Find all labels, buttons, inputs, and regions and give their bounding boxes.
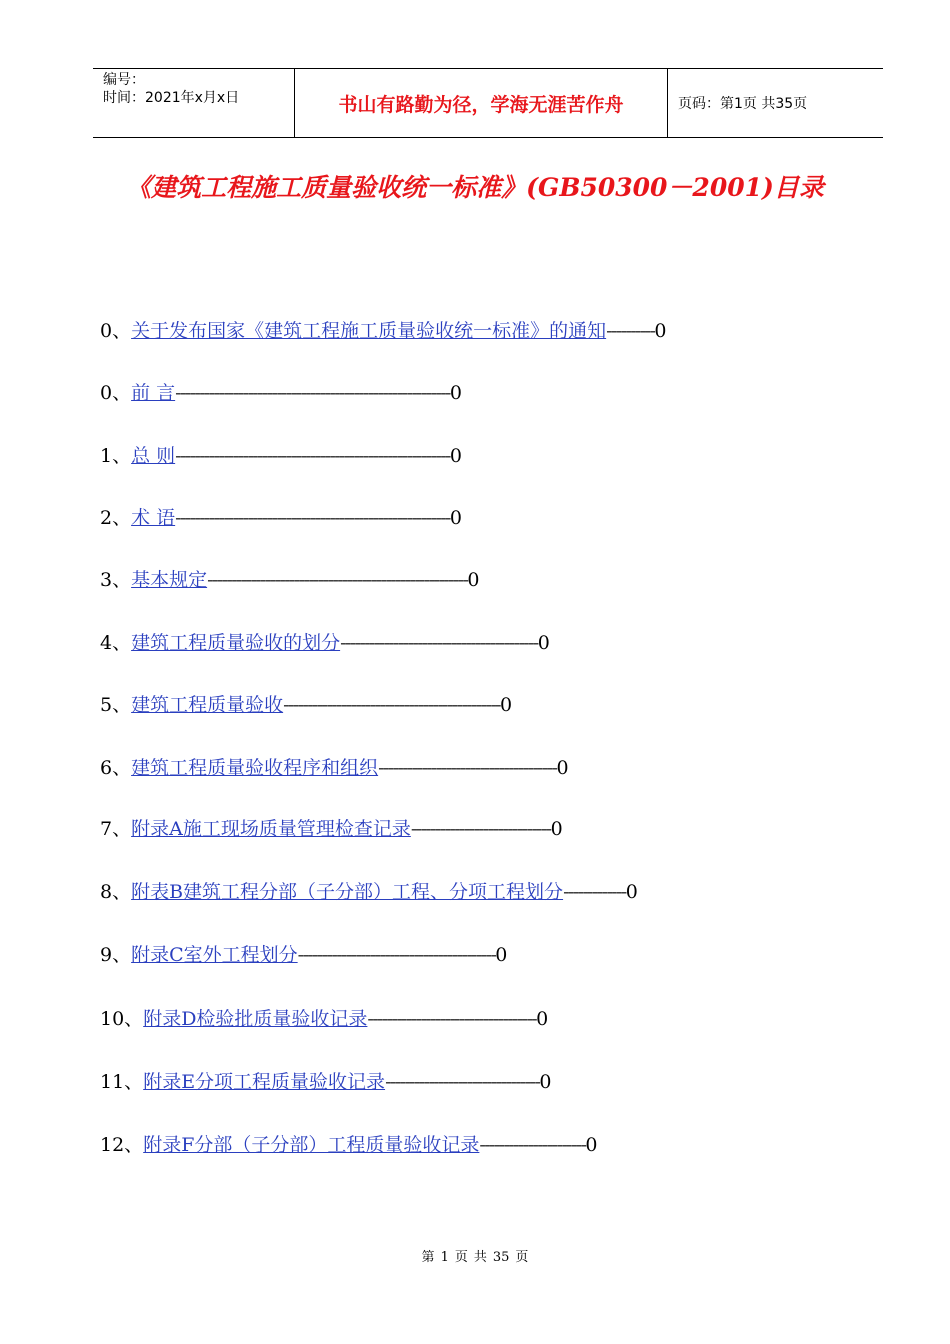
- page-footer: [0, 1246, 950, 1265]
- toc-page-number: 0: [449, 382, 462, 404]
- toc-item[interactable]: [100, 814, 563, 844]
- page-header: [93, 68, 883, 138]
- toc-number: 7、: [100, 818, 132, 840]
- toc-page-number: 0: [625, 881, 638, 903]
- toc-item[interactable]: [100, 1067, 551, 1097]
- toc-leader: -----------------------------------: [367, 1008, 537, 1030]
- toc-link[interactable]: 总 则: [131, 445, 176, 467]
- toc-page-number: 0: [556, 757, 569, 779]
- footer-page-number: 1: [440, 1250, 449, 1265]
- toc-link[interactable]: 建筑工程质量验收程序和组织: [131, 757, 379, 779]
- toc-leader: -------------------------------------: [378, 757, 557, 779]
- toc-item[interactable]: [100, 503, 462, 533]
- serial-label: 编号：: [103, 72, 145, 88]
- toc-number: 8、: [100, 881, 132, 903]
- toc-number: 9、: [100, 944, 132, 966]
- header-meta-cell: [93, 69, 295, 137]
- toc-link[interactable]: 附录A施工现场质量管理检查记录: [131, 818, 411, 840]
- toc-page-number: 0: [495, 944, 508, 966]
- toc-number: 1、: [100, 445, 132, 467]
- toc-page-number: 0: [449, 445, 462, 467]
- toc-page-number: 0: [449, 507, 462, 529]
- toc-item[interactable]: [100, 378, 462, 408]
- toc-leader: ---------------------------------------------------------: [175, 445, 450, 467]
- time-label: 时间：2021年x月x日: [103, 90, 240, 106]
- toc-page-number: 0: [550, 818, 563, 840]
- footer-suffix: 页: [515, 1250, 529, 1265]
- toc-item[interactable]: [100, 753, 569, 783]
- toc-link[interactable]: 建筑工程质量验收: [131, 694, 284, 716]
- toc-number: 2、: [100, 507, 132, 529]
- page-info: 页码：第1页 共35页: [678, 96, 808, 112]
- toc-item[interactable]: [100, 940, 507, 970]
- motto-text: 书山有路勤为径，学海无涯苦作舟: [338, 93, 624, 116]
- toc-link[interactable]: 建筑工程质量验收的划分: [131, 632, 341, 654]
- toc-link[interactable]: 术 语: [131, 507, 176, 529]
- toc-page-number: 0: [467, 569, 480, 591]
- toc-number: 3、: [100, 569, 132, 591]
- toc-link[interactable]: 前 言: [131, 382, 176, 404]
- toc-number: 6、: [100, 757, 132, 779]
- toc-item[interactable]: [100, 1130, 598, 1160]
- toc-page-number: 0: [537, 632, 550, 654]
- toc-link[interactable]: 附录F分部（子分部）工程质量验收记录: [143, 1134, 480, 1156]
- footer-prefix: 第: [421, 1250, 435, 1265]
- toc-item[interactable]: [100, 628, 550, 658]
- toc-leader: -----------------------------: [410, 818, 551, 840]
- toc-item[interactable]: [100, 1004, 548, 1034]
- footer-total-prefix: 共: [473, 1250, 487, 1265]
- toc-leader: ---------------------------------------------------------: [175, 507, 450, 529]
- toc-item[interactable]: [100, 690, 512, 720]
- toc-leader: ---------------------------------------------------------: [175, 382, 450, 404]
- toc-item[interactable]: [100, 316, 666, 346]
- toc-link[interactable]: 关于发布国家《建筑工程施工质量验收统一标准》的通知: [131, 320, 607, 342]
- footer-mid: 页: [454, 1250, 468, 1265]
- toc-leader: -----------------------------------------: [340, 632, 538, 654]
- header-page-cell: [668, 69, 883, 137]
- toc-item[interactable]: [100, 565, 479, 595]
- toc-leader: ---------------------------------------------: [283, 694, 501, 716]
- document-title: 《建筑工程施工质量验收统一标准》(GB50300－2001)目录: [126, 173, 824, 202]
- toc-page-number: 0: [536, 1008, 549, 1030]
- toc-leader: ------------------------------------------------------: [207, 569, 468, 591]
- toc-link[interactable]: 基本规定: [131, 569, 208, 591]
- toc-page-number: 0: [539, 1071, 552, 1093]
- toc-number: 4、: [100, 632, 132, 654]
- toc-number: 11、: [100, 1071, 144, 1093]
- toc-leader: --------------------------------: [385, 1071, 540, 1093]
- toc-leader: ----------: [606, 320, 655, 342]
- header-motto-cell: [295, 69, 668, 137]
- toc-link[interactable]: 附录C室外工程划分: [131, 944, 298, 966]
- toc-leader: -----------------------------------------: [297, 944, 496, 966]
- toc-page-number: 0: [654, 320, 667, 342]
- toc-page-number: 0: [585, 1134, 598, 1156]
- toc-leader: -------------: [563, 881, 626, 903]
- toc-number: 0、: [100, 382, 132, 404]
- footer-total-pages: 35: [492, 1250, 510, 1265]
- toc-number: 5、: [100, 694, 132, 716]
- toc-link[interactable]: 附表B建筑工程分部（子分部）工程、分项工程划分: [131, 881, 564, 903]
- toc-link[interactable]: 附录E分项工程质量验收记录: [143, 1071, 386, 1093]
- toc-number: 0、: [100, 320, 132, 342]
- toc-item[interactable]: [100, 877, 638, 907]
- toc-item[interactable]: [100, 441, 462, 471]
- toc-number: 12、: [100, 1134, 144, 1156]
- toc-number: 10、: [100, 1008, 144, 1030]
- toc-page-number: 0: [500, 694, 513, 716]
- toc-leader: ----------------------: [479, 1134, 586, 1156]
- toc-link[interactable]: 附录D检验批质量验收记录: [143, 1008, 368, 1030]
